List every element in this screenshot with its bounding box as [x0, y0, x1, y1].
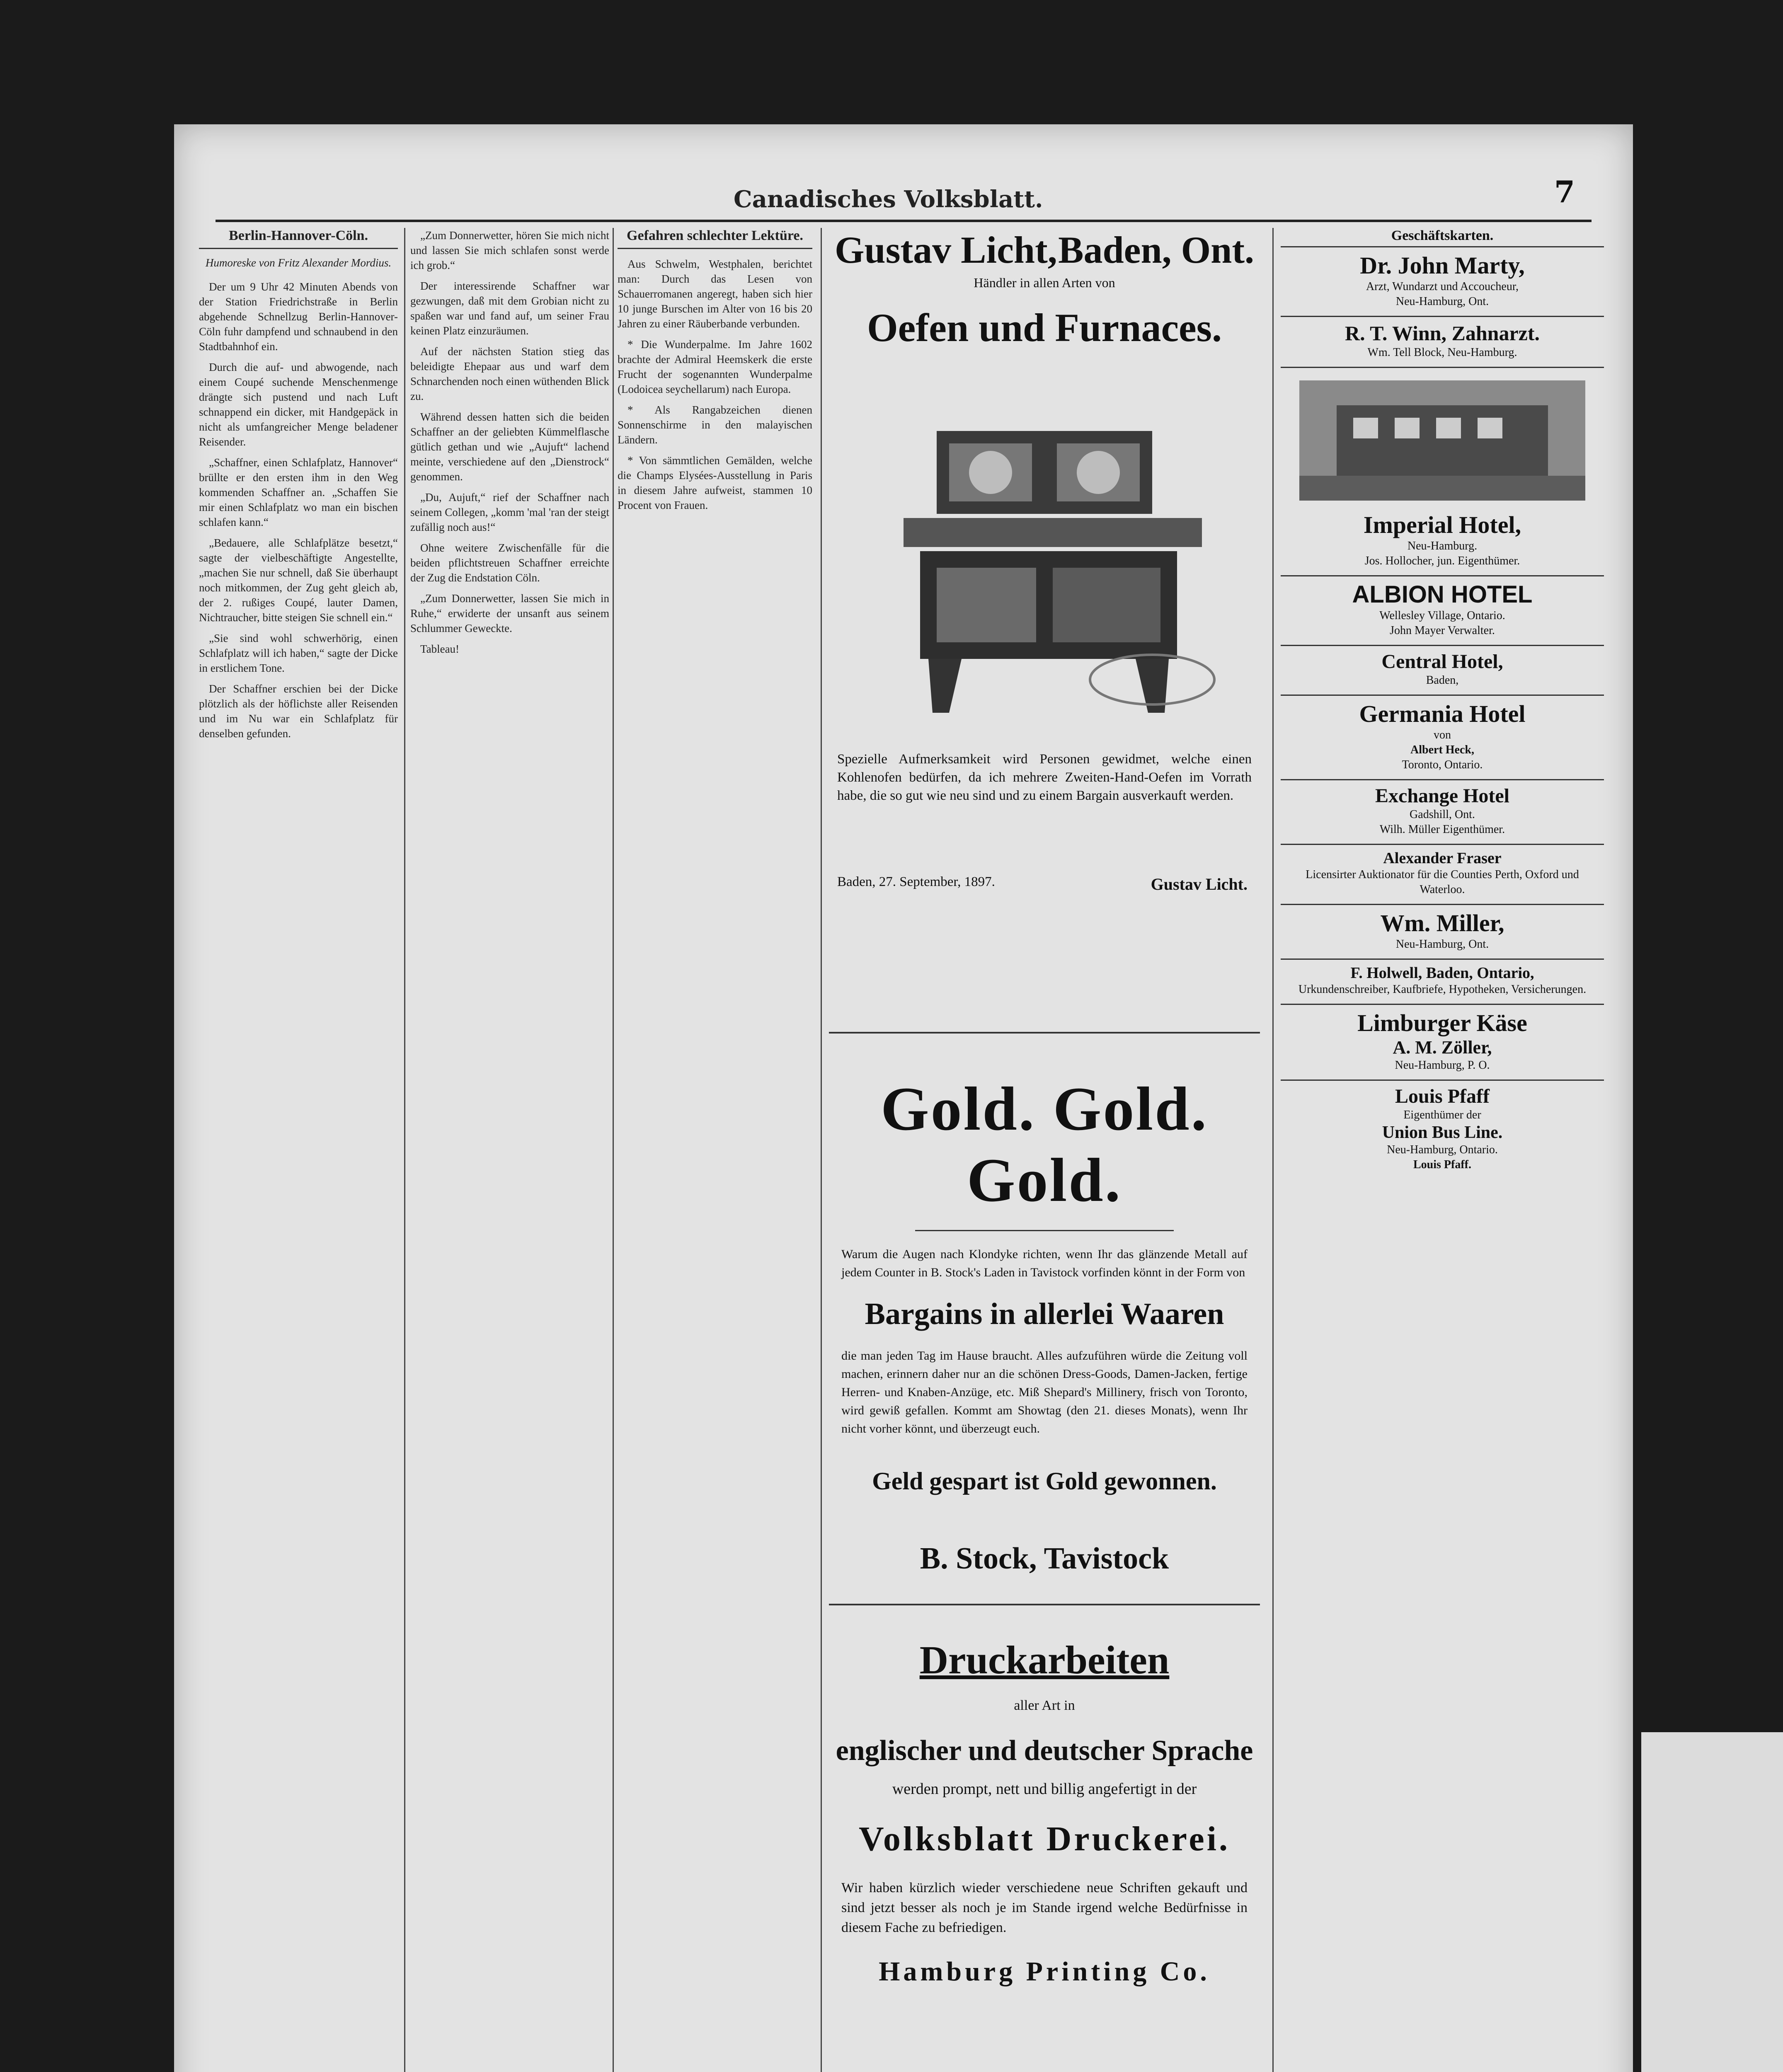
card-name: Imperial Hotel,: [1363, 511, 1521, 538]
card-line: Baden,: [1426, 674, 1459, 687]
card-line: von: [1434, 729, 1451, 741]
paragraph: „Schaffner, einen Schlafplatz, Hannover“ brüllte er den ersten ihm in den Weg kommenden Schaffner an. „Schaffen Sie mir einen Schlafplatz wo man ein bischen schlafen kann.“: [199, 456, 398, 528]
card-line: Neu-Hamburg, P. O.: [1395, 1059, 1490, 1072]
paragraph: Während dessen hatten sich die beiden Schaffner an der geliebten Kümmelflasche gütlich gethan und wie „Aujuft“ lachend meinte, verschiedene auf den „Dienstrock“ genommen.: [410, 411, 609, 483]
card-line: Toronto, Ontario.: [1402, 758, 1483, 771]
card-line: Union Bus Line.: [1382, 1123, 1503, 1142]
paragraph: „Du, Aujuft,“ rief der Schaffner nach seinem Collegen, „komm 'mal 'ran der steigt zufällig noch aus!“: [410, 491, 609, 533]
card-miller: [1281, 905, 1604, 960]
card-line: Neu-Hamburg, Ont.: [1395, 295, 1489, 308]
card-name: ALBION HOTEL: [1352, 581, 1533, 608]
card-signature: Louis Pfaff.: [1413, 1158, 1471, 1171]
ad-product: Oefen und Furnaces.: [867, 305, 1222, 350]
paragraph: „Zum Donnerwetter, lassen Sie mich in Ruhe,“ erwiderte der unsanft aus seinem Schlummer Geweckte.: [410, 592, 609, 634]
column-rule: [404, 228, 405, 2072]
paragraph: Ohne weitere Zwischenfälle für die beiden pflichtstreuen Schaffner erreichte der Zug die Endstation Cöln.: [410, 542, 609, 584]
card-name: Wm. Miller,: [1380, 910, 1504, 937]
card-line: Wm. Tell Block, Neu-Hamburg.: [1367, 346, 1517, 359]
newspaper-title: Canadisches Volksblatt.: [734, 186, 1043, 213]
paragraph: Auf der nächsten Station stieg das beleidigte Ehepaar aus und warf dem Schnarchenden noch einen wüthenden Blick zu.: [410, 345, 609, 402]
article-title: Gefahren schlechter Lektüre.: [618, 228, 812, 249]
ad-gustav-licht: [829, 228, 1260, 1034]
ad-languages: englischer und deutscher Sprache: [836, 1735, 1253, 1767]
card-name: Exchange Hotel: [1375, 785, 1509, 807]
card-name: Central Hotel,: [1381, 651, 1503, 673]
stove-illustration: [879, 414, 1219, 729]
card-name: Limburger Käse: [1357, 1009, 1527, 1036]
page-number: 7: [1554, 174, 1575, 209]
card-germania-hotel: [1281, 696, 1604, 780]
card-line: Gadshill, Ont.: [1410, 808, 1475, 821]
paragraph: „Zum Donnerwetter, hören Sie mich nicht und lassen Sie mich schlafen sonst werde ich grob.“: [410, 229, 609, 271]
ad-body: Wir haben kürzlich wieder verschiedene neue Schriften gekauft und sind jetzt besser als noch je im Stande irgend welche Bedürfnisse in diesem Fache zu befriedigen.: [841, 1880, 1248, 1935]
ad-druckarbeiten: [829, 1624, 1260, 2072]
card-name: Germania Hotel: [1359, 700, 1526, 727]
card-marty: [1281, 247, 1604, 317]
card-imperial-hotel: [1281, 368, 1604, 576]
ad-line: aller Art in: [1014, 1698, 1075, 1713]
hotel-illustration: [1299, 380, 1585, 501]
card-line: John Mayer Verwalter.: [1390, 624, 1495, 637]
card-name: Alexander Fraser: [1383, 850, 1502, 867]
ad-shop: Volksblatt Druckerei.: [858, 1820, 1231, 1858]
paragraph: Der Schaffner erschien bei der Dicke plötzlich als der höflichste aller Reisenden und im Nu war ein Schlafplatz für denselben gefunden.: [199, 683, 398, 740]
card-line: Arzt, Wundarzt und Accoucheur,: [1366, 280, 1519, 293]
card-louis-pfaff: [1281, 1081, 1604, 1179]
card-line: A. M. Zöller,: [1393, 1037, 1492, 1058]
card-line: Neu-Hamburg.: [1407, 540, 1478, 552]
ad-body: Spezielle Aufmerksamkeit wird Personen gewidmet, welche einen Kohlenofen bedürfen, da ich mehrere Zweiten-Hand-Oefen im Vorrath habe, die so gut wie neu sind und zu einem Bargain ausverkauft werden.: [837, 752, 1252, 803]
paragraph: * Als Rangabzeichen dienen Sonnenschirme in den malayischen Ländern.: [618, 404, 812, 446]
card-name: Dr. John Marty,: [1360, 252, 1525, 279]
section-heading: Geschäftskarten.: [1281, 228, 1604, 247]
card-fraser: [1281, 845, 1604, 905]
card-holwell: [1281, 960, 1604, 1005]
card-name: F. Holwell, Baden, Ontario,: [1350, 964, 1534, 982]
card-name: R. T. Winn, Zahnarzt.: [1345, 322, 1540, 345]
card-winn: [1281, 317, 1604, 368]
card-exchange-hotel: [1281, 780, 1604, 845]
ad-location: Baden, Ont.: [1058, 229, 1254, 271]
ad-subtitle: Händler in allen Arten von: [974, 275, 1115, 290]
ad-title: Druckarbeiten: [919, 1638, 1170, 1682]
paragraph: Tableau!: [420, 643, 460, 655]
ad-intro: Warum die Augen nach Klondyke richten, wenn Ihr das glänzende Metall auf jedem Counter in B. Stock's Laden in Tavistock vorfinden könnt in der Form von: [841, 1247, 1248, 1279]
card-line: Eigenthümer der: [1403, 1109, 1481, 1121]
card-line: Jos. Hollocher, jun. Eigenthümer.: [1364, 554, 1520, 567]
article-subtitle: Humoreske von Fritz Alexander Mordius.: [205, 257, 392, 269]
ad-headline: Gold. Gold. Gold.: [880, 1075, 1209, 1215]
card-line: Urkundenschreiber, Kaufbriefe, Hypotheken, Versicherungen.: [1298, 983, 1587, 996]
ad-motto: Geld gespart ist Gold gewonnen.: [872, 1467, 1217, 1495]
newspaper-page: [174, 124, 1633, 2072]
card-name: Louis Pfaff: [1395, 1085, 1490, 1107]
advertisement-column: [829, 228, 1260, 2072]
ad-signature: B. Stock, Tavistock: [920, 1542, 1169, 1576]
paragraph: Aus Schwelm, Westphalen, berichtet man: Durch das Lesen von Schauerromanen angeregt, haben sich hier 10 junge Burschen im Alter von 16 bis 20 Jahren zu einer Räuberbande verbunden.: [618, 258, 812, 330]
paragraph: „Bedauere, alle Schlafplätze besetzt,“ sagte der vielbeschäftigte Angestellte, „machen Sie nur schnell, daß Sie überhaupt noch mitkommen, der Zug geht gleich ab, der 2. rußiges Coupé, lauter Damen, Nichtraucher, bitte steigen Sie schnell ein.“: [199, 537, 398, 624]
column-berlin-story: [199, 228, 398, 2072]
column-rule: [1272, 228, 1274, 2072]
paragraph: * Von sämmtlichen Gemälden, welche die Champs Elysées-Ausstellung in Paris in diesem Jahre aufweist, stammen 10 Procent von Frauen.: [618, 454, 812, 511]
article-title: Berlin-Hannover-Cöln.: [199, 228, 398, 249]
ad-name: Gustav Licht,: [835, 229, 1057, 271]
column-story-continued: [410, 228, 609, 2072]
paragraph: „Sie sind wohl schwerhörig, einen Schlafplatz will ich haben,“ sagte der Dicke in erstlichem Tone.: [199, 632, 398, 674]
paragraph: * Die Wunderpalme. Im Jahre 1602 brachte der Admiral Heemskerk die erste Frucht der sogenannten Wunderpalme (Lodoicea seychellarum) nach Europa.: [618, 338, 812, 395]
card-line: Licensirter Auktionator für die Counties Perth, Oxford und Waterloo.: [1306, 868, 1579, 896]
paragraph: Der um 9 Uhr 42 Minuten Abends von der Station Friedrichstraße in Berlin abgehende Schnellzug Berlin-Hannover-Cöln fuhr dampfend und schnaubend in den Stadtbahnhof ein.: [199, 281, 398, 353]
ad-signature: Gustav Licht.: [1151, 875, 1248, 893]
card-line: Albert Heck,: [1410, 743, 1474, 756]
ad-date: Baden, 27. September, 1897.: [837, 874, 995, 889]
business-cards-column: [1281, 228, 1604, 2072]
ad-header: [829, 228, 1260, 272]
ad-b-stock: [829, 1048, 1260, 1605]
card-limburger-kaese: [1281, 1005, 1604, 1081]
column-rule: [613, 228, 614, 2072]
card-line: Neu-Hamburg, Ontario.: [1387, 1143, 1498, 1156]
column-gefahren: [618, 228, 812, 2072]
card-albion-hotel: [1281, 576, 1604, 646]
ad-line: werden prompt, nett und billig angefertigt in der: [892, 1780, 1197, 1798]
card-line: Wilh. Müller Eigenthümer.: [1379, 823, 1505, 836]
ad-company: Hamburg Printing Co.: [879, 1956, 1210, 1987]
adjacent-page-edge: [1641, 1732, 1783, 2072]
card-central-hotel: [1281, 646, 1604, 696]
paragraph: Durch die auf- und abwogende, nach einem Coupé suchende Menschenmenge drängte sich pustend und nach Luft schnappend ein dicker, mit Handgepäck in nicht als umfangreicher Menge beladener Reisender.: [199, 361, 398, 448]
card-line: Wellesley Village, Ontario.: [1379, 609, 1505, 622]
paragraph: Der interessirende Schaffner war gezwungen, daß mit dem Grobian nicht zu spaßen war und fand auf, um seiner Frau keinen Platz einzuräumen.: [410, 280, 609, 337]
ad-bargains: Bargains in allerlei Waaren: [865, 1297, 1224, 1331]
masthead: [216, 174, 1592, 222]
ad-details: die man jeden Tag im Hause braucht. Alles aufzuführen würde die Zeitung voll machen, erinnern daher nur an die schönen Dress-Goods, Damen-Jacken, fertige Herren- und Knaben-Anzüge, etc. Miß Shepard's Millinery, frisch von Toronto, wird gewiß gefallen. Kommt am Showtag (den 21. dieses Monats), wenn Ihr nicht vorher könnt, und überzeugt euch.: [841, 1349, 1248, 1435]
column-rule: [821, 228, 822, 2072]
card-line: Neu-Hamburg, Ont.: [1395, 938, 1489, 951]
divider: [915, 1230, 1174, 1231]
